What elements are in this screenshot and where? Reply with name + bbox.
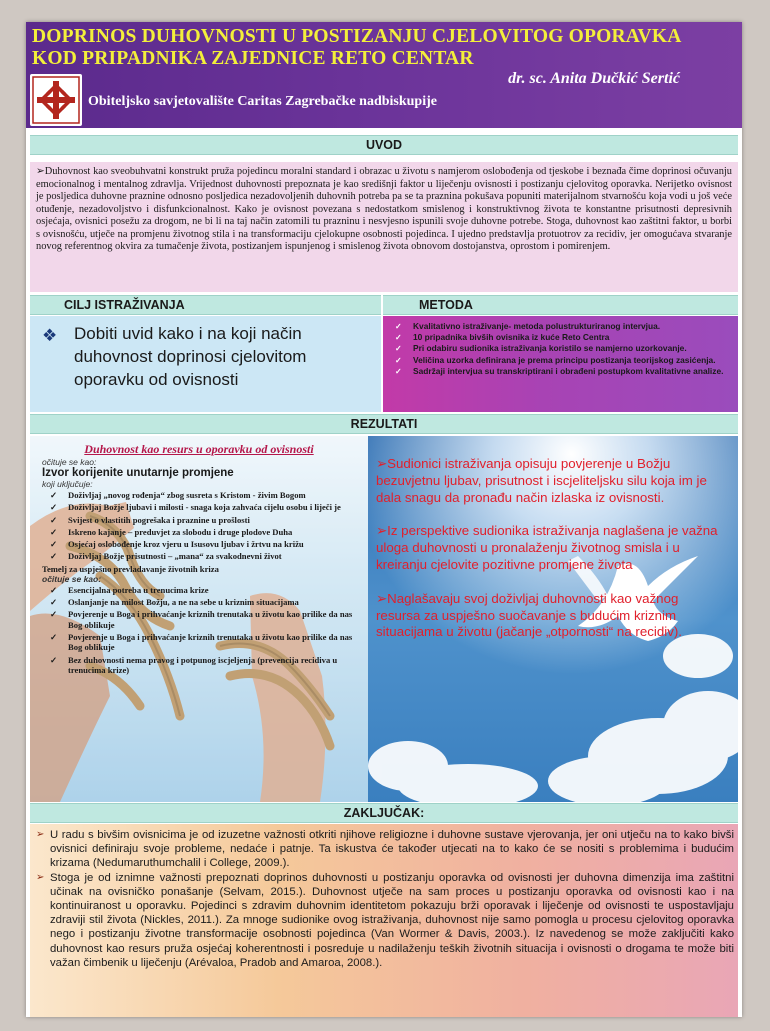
temelj-text: Temelj za uspješno prevladavanje životnih kriza — [42, 563, 219, 574]
title-line-2: KOD PRIPADNIKA ZAJEDNICE RETO CENTAR — [32, 48, 474, 69]
ocituje-label-1: očituje se kao: — [42, 457, 97, 467]
metoda-item: ✓ Pri odabiru sudionika istraživanja koristilo se namjerno uzorkovanje. — [391, 344, 730, 354]
metoda-list — [391, 322, 730, 376]
temelj-item: ✓ Povjerenje u Boga i prihvaćanje kriznih trenutaka u životu kao prilike da nas Bog oblikuje — [42, 632, 362, 653]
uvod-heading-bar — [30, 135, 738, 155]
metoda-box — [383, 316, 738, 412]
caritas-logo-icon — [30, 74, 82, 126]
rezultat-point: ➢Naglašavaju svoj doživljaj duhovnosti kao važnog resursa za uspješno suočavanje s budućim kriznim situacijama u životu (jačanje „otpornosti“ na recidiv). — [376, 590, 682, 640]
temelj-item: ✓ Povjerenje u Boga i prihvaćanje kriznih trenutaka u životu kao prilike da nas Bog oblikuje — [42, 609, 362, 630]
metoda-heading-bar — [383, 295, 738, 315]
rezultati-right-panel — [368, 436, 738, 802]
temelj-item: ✓ Oslanjanje na milost Božju, a ne na sebe u kriznim situacijama — [42, 597, 362, 607]
izvor-heading: Izvor korijenite unutarnje promjene — [42, 467, 234, 479]
cilj-text: Dobiti uvid kako i na koji način duhovnost doprinosi cjelovitom oporavku od ovisnosti — [74, 324, 307, 389]
temelj-item: ✓ Esencijalna potreba u trenucima krize — [42, 585, 362, 595]
zakljucak-paragraph-1: ➢ U radu s bivšim ovisnicima je od izuzetne važnosti otkriti njihove religiozne i duhovne sustave vjerovanja, jer oni utječu na to kako bivši ovisnici definiraju svoje probleme, nedaće i patnje. Ta iskustva će također utjecati na to kako će se nositi s problemima i budućim krizama (Nedumaruthumchalil i College, 2009.). — [36, 828, 734, 871]
diamond-bullet-icon: ❖ — [42, 326, 58, 345]
poster — [26, 22, 742, 1017]
metoda-heading: METODA — [419, 298, 473, 312]
izvor-item: ✓ Doživljaj Božje ljubavi i milosti - snaga koja zahvaća cijelu osobu i liječi je — [42, 502, 362, 512]
metoda-item: ✓ 10 pripadnika bivših ovisnika iz kuće Reto Centra — [391, 333, 730, 343]
uvod-text: ➢Duhovnost kao sveobuhvatni konstrukt pruža pojedincu moralni standard i obrazac u životu s namjerom oslobođenja od tjeskobe i beznađa čime doprinosi očuvanju emocionalnog i mentalnog zdravlja. Vrijednost duhovnosti prepoznata je kao središnji faktor u liječenju ovisnosti i postizanju cjelovitog oporavka. Nerijetko ovisnost je posljedica duhovne praznine odnosno posljedica nezadovoljenih duhovnih potreba pa se ta praznina pokušava popuniti materijalnom stvarnošću koja vodi u još veće otuđenje, nezadovoljstvo i disfunkcionalnost. Kako je ovisnost povezana s nedostatkom smislenog i konstruktivnog života te konstantne prisutnosti depresivnih osjećaja, ovisnici posežu za drogom, ne bi li na taj način zatomili tu prazninu i nesvjesno ispunili svoje duhovne potrebe. Stoga, duhovnost kao zaštitni faktor, u borbi s ovisnošću, utječe na promjenu životnog stila i na transformaciju cjelokupne osobnosti pojedinca. I ujedno predstavlja protuotrov za recidiv, jer omogućava stvaranje novog referentnog okvira za tumačenje života, postizanjem ispunjenog i smislenog života obnovom dostojanstva, oprostom i pomirenjem. — [30, 162, 738, 292]
temelj-list — [42, 585, 362, 675]
rezultati-heading-bar — [30, 414, 738, 434]
izvor-item: ✓ Osjećaj oslobođenje kroz vjeru u Isusovu ljubav i žrtvu na križu — [42, 539, 362, 549]
koji-label: koji uključuje: — [42, 479, 93, 489]
zakljucak-box — [30, 824, 738, 1017]
resurs-title: Duhovnost kao resurs u oporavku od ovisnosti — [84, 442, 314, 456]
title-line-1: DOPRINOS DUHOVNOSTI U POSTIZANJU CJELOVITOG OPORAVKA — [32, 26, 682, 47]
izvor-item: ✓ Iskreno kajanje – preduvjet za slobodu i druge plodove Duha — [42, 527, 362, 537]
cilj-heading: CILJ ISTRAŽIVANJA — [64, 298, 185, 312]
rezultat-point: ➢Sudionici istraživanja opisuju povjerenje u Božju bezuvjetnu ljubav, prisutnost i iscjeliteljsku silu koja im je dala snagu da pronađu način izlaska iz ovisnosti. — [376, 456, 707, 505]
zakljucak-heading-bar — [30, 803, 738, 823]
zakljucak-heading: ZAKLJUČAK: — [343, 806, 425, 820]
izvor-list — [42, 490, 362, 562]
rezultat-point: ➢Iz perspektive sudionika istraživanja naglašena je važna uloga duhovnosti u pronalaženju životnog smisla i u kreiranju cjelovite pozitivne promjene života — [376, 523, 718, 572]
poster-title — [32, 26, 732, 70]
author-name: dr. sc. Anita Dučkić Sertić — [508, 70, 680, 87]
poster-header — [26, 22, 742, 128]
cilj-box — [30, 316, 381, 412]
uvod-heading: UVOD — [365, 138, 403, 152]
izvor-item: ✓ Doživljaj „novog rođenja“ zbog susreta s Kristom - živim Bogom — [42, 490, 362, 500]
rezultati-left-panel — [30, 436, 368, 802]
organization-name: Obiteljsko savjetovalište Caritas Zagrebačke nadbiskupije — [88, 94, 437, 109]
zakljucak-paragraph-2: ➢ Stoga je od iznimne važnosti prepoznati doprinos duhovnosti u postizanju oporavka od ovisnosti jer duhovna dimenzija ima zaštitni učinak na ovisničko ponašanje (Selvam, 2015.). Duhovnost utječe na sam proces u postizanju oporavka od ovisnosti kao i na kontinuiranost u oporavku. Pojedinci s zdravim duhovnim identitetom pokazuju brži oporavak i liječenje od ovisnosti te uspostavljaju zdraviji stil života (Nickles, 2011.). Za mnoge sudionike ovog istraživanja, duhovnost nije samo pomogla u procesu cjelovitog oporavka nego i postizanju životne transformacije osobnosti pojedinca (Van Wormer & Davis, 2003.). Iz navedenog se može zaključiti kako duhovnost kao resurs pruža osjećaj koherentnosti i posreduje u nadilaženju teških životnih situacija i ovisnosti o drogama te može biti važan čimbenik u liječenju (Arévaloa, Pradob and Amaroa, 2008.). — [36, 871, 734, 970]
rezultati-left-content — [30, 436, 368, 802]
ocituje-label-2: očituje se kao: — [42, 573, 102, 584]
cilj-heading-bar — [30, 295, 381, 315]
izvor-item: ✓ Svijest o vlastitih pogrešaka i praznine u prošlosti — [42, 515, 362, 525]
izvor-item: ✓ Doživljaj Božje prisutnosti – „mana“ za svakodnevni život — [42, 551, 362, 561]
metoda-item: ✓ Veličina uzorka definirana je prema principu postizanja teorijskog zasićenja. — [391, 356, 730, 366]
metoda-item: ✓ Sadržaji intervjua su transkriptirani i obrađeni postupkom kvalitativne analize. — [391, 367, 730, 377]
zakljucak-text — [36, 828, 734, 970]
rezultati-right-text — [376, 456, 726, 658]
temelj-item: ✓ Bez duhovnosti nema pravog i potpunog iscjeljenja (prevencija recidiva u trenucima krize) — [42, 655, 362, 676]
rezultati-heading: REZULTATI — [350, 417, 418, 431]
metoda-item: ✓ Kvalitativno istraživanje- metoda polustrukturiranog intervjua. — [391, 322, 730, 332]
